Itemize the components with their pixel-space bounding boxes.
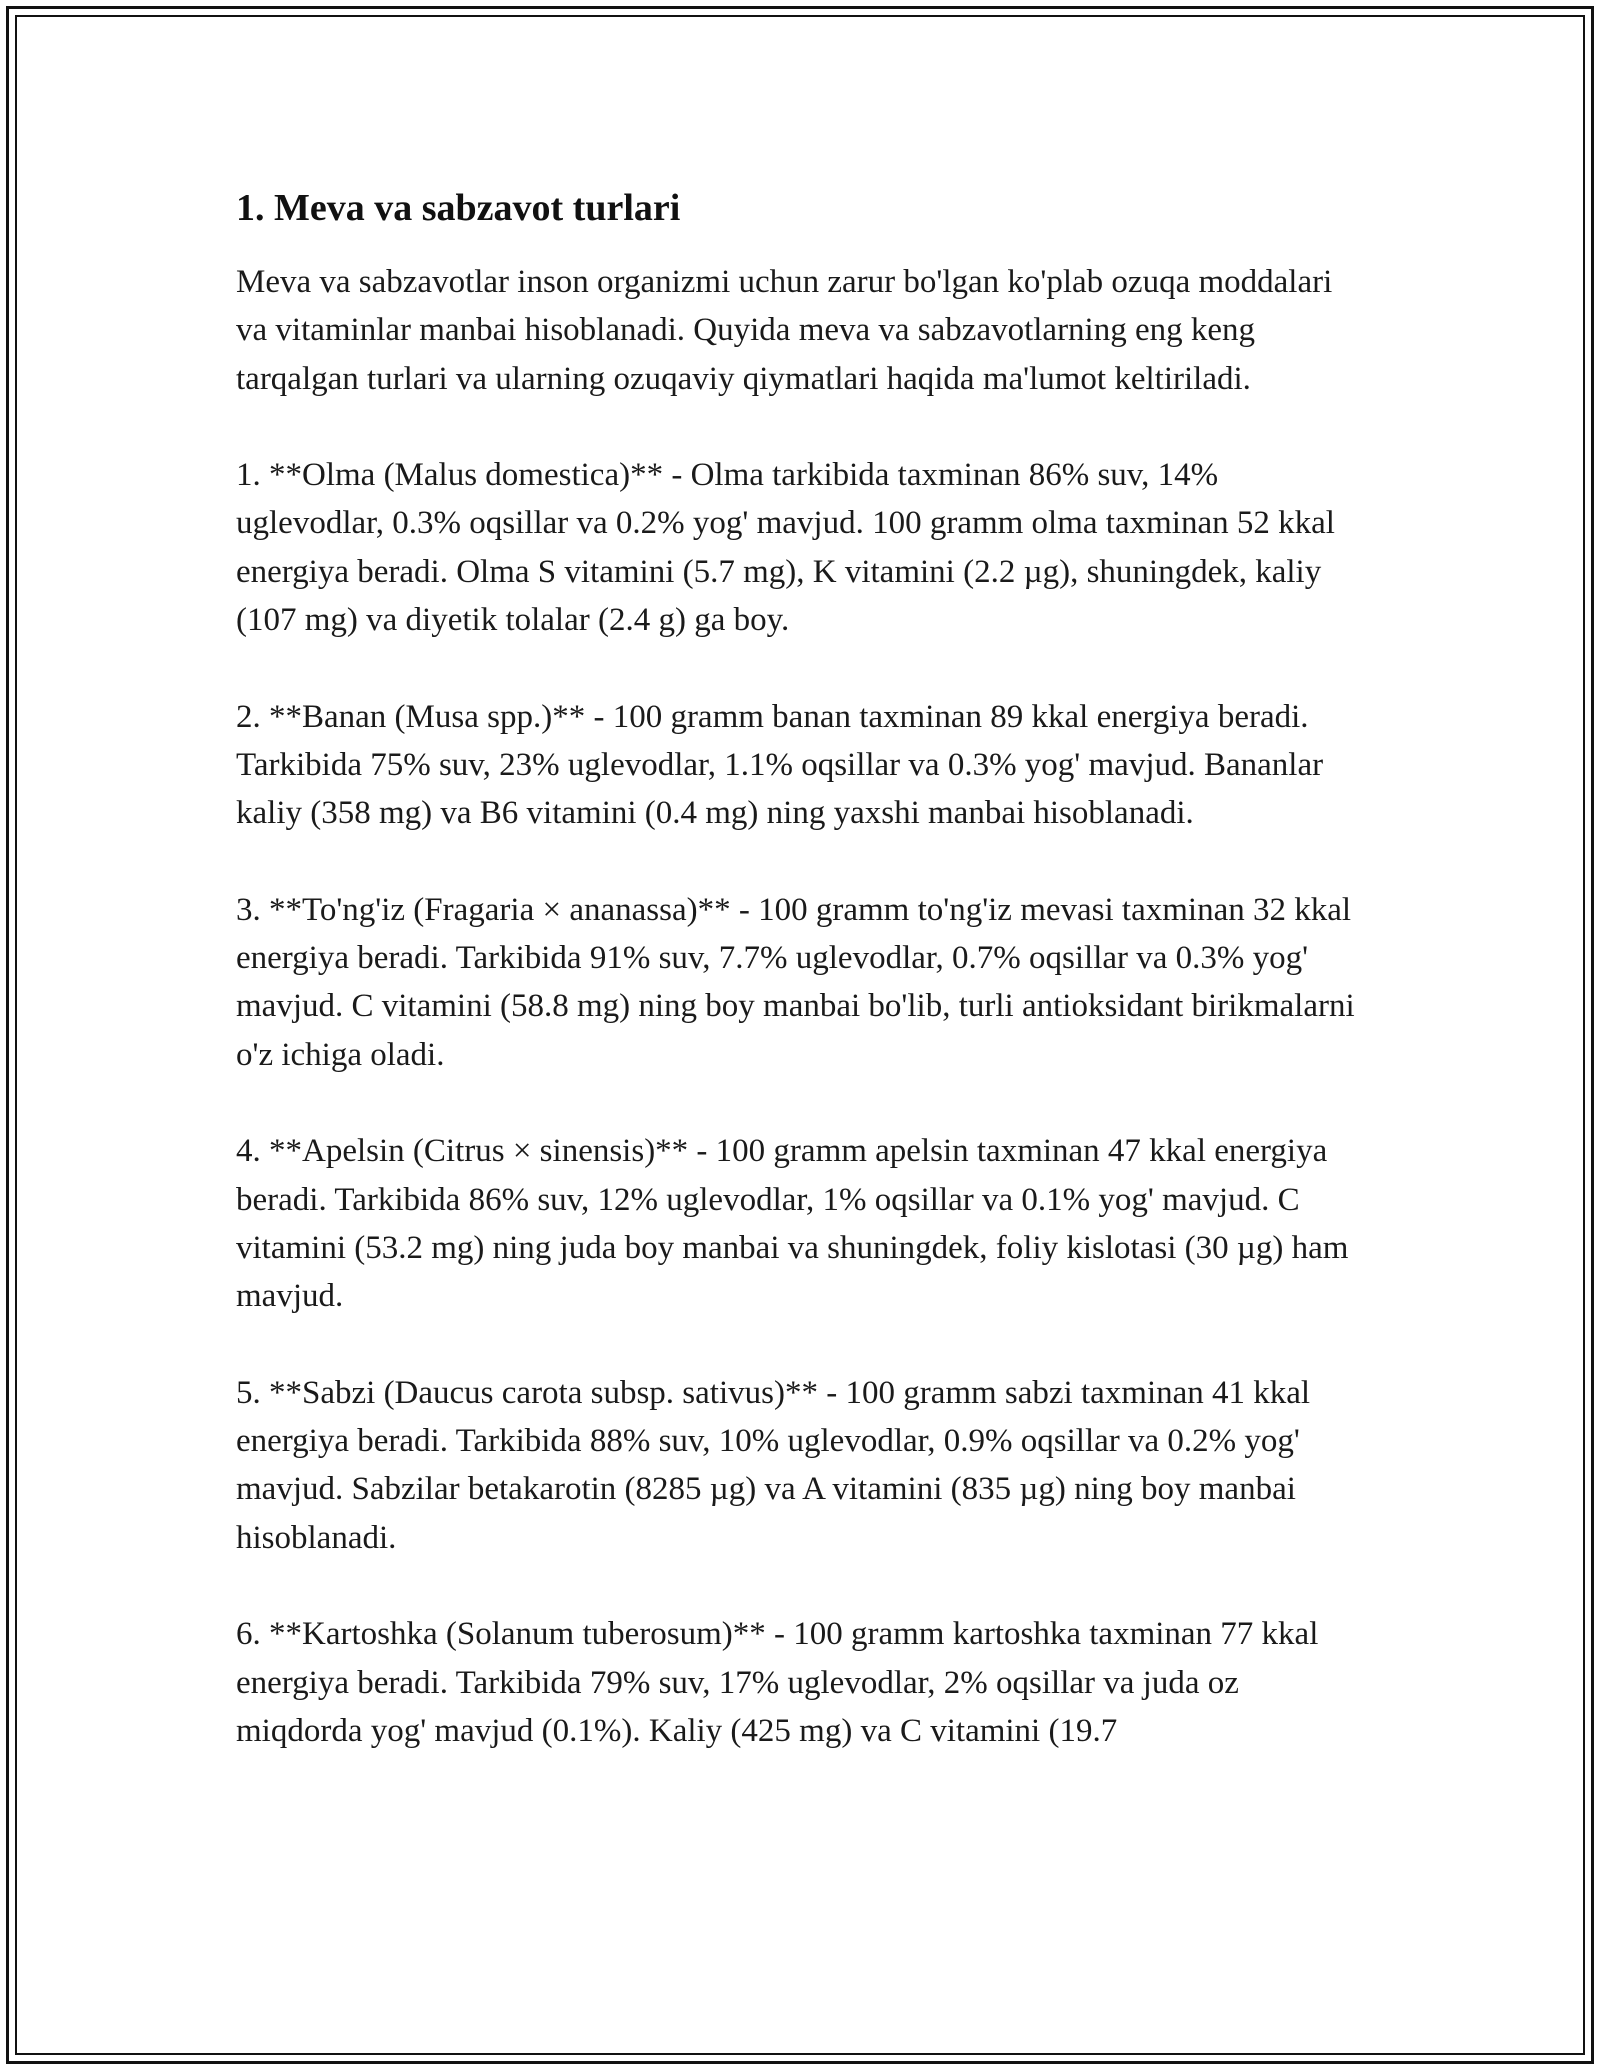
- list-item-olma: 1. **Olma (Malus domestica)** - Olma tarkibida taxminan 86% suv, 14% uglevodlar, 0.3% oqsillar va 0.2% yog' mavjud. 100 gramm olma taxminan 52 kkal energiya beradi. Olma S vitamini (5.7 mg), K vitamini (2.2 µg), shuningdek, kaliy (107 mg) va diyetik tolalar (2.4 g) ga boy.: [236, 457, 1335, 639]
- list-item-apelsin: 4. **Apelsin (Citrus × sinensis)** - 100 gramm apelsin taxminan 47 kkal energiya beradi. Tarkibida 86% suv, 12% uglevodlar, 1% oqsillar va 0.1% yog' mavjud. C vitamini (53.2 mg) ning juda boy manbai va shuningdek, foliy kislotasi (30 µg) ham mavjud.: [236, 1133, 1349, 1315]
- list-item-banan: 2. **Banan (Musa spp.)** - 100 gramm banan taxminan 89 kkal energiya beradi. Tarkibida 75% suv, 23% uglevodlar, 1.1% oqsillar va 0.3% yog' mavjud. Bananlar kaliy (358 mg) va B6 vitamini (0.4 mg) ning yaxshi manbai hisoblanadi.: [236, 698, 1324, 832]
- list-item-kartoshka: 6. **Kartoshka (Solanum tuberosum)** - 100 gramm kartoshka taxminan 77 kkal energiya beradi. Tarkibida 79% suv, 17% uglevodlar, 2% oqsillar va juda oz miqdorda yog' mavjud (0.1%). Kaliy (425 mg) va C vitamini (19.7: [236, 1616, 1319, 1749]
- list-item-tongiz: 3. **To'ng'iz (Fragaria × ananassa)** - 100 gramm to'ng'iz mevasi taxminan 32 kkal energiya beradi. Tarkibida 91% suv, 7.7% uglevodlar, 0.7% oqsillar va 0.3% yog' mavjud. C vitamini (58.8 mg) ning boy manbai bo'lib, turli antioksidant birikmalarni o'z ichiga oladi.: [236, 891, 1355, 1073]
- section-heading: 1. Meva va sabzavot turlari: [236, 187, 681, 229]
- list-item-sabzi: 5. **Sabzi (Daucus carota subsp. sativus)** - 100 gramm sabzi taxminan 41 kkal energiya beradi. Tarkibida 88% suv, 10% uglevodlar, 0.9% oqsillar va 0.2% yog' mavjud. Sabzilar betakarotin (8285 µg) va A vitamini (835 µg) ning boy manbai hisoblanadi.: [236, 1374, 1311, 1556]
- intro-paragraph: Meva va sabzavotlar inson organizmi uchun zarur bo'lgan ko'plab ozuqa moddalari va vitaminlar manbai hisoblanadi. Quyida meva va sabzavotlarning eng keng tarqalgan turlari va ularning ozuqaviy qiymatlari haqida ma'lumot keltiriladi.: [236, 264, 1333, 397]
- document-body: [236, 184, 1366, 1755]
